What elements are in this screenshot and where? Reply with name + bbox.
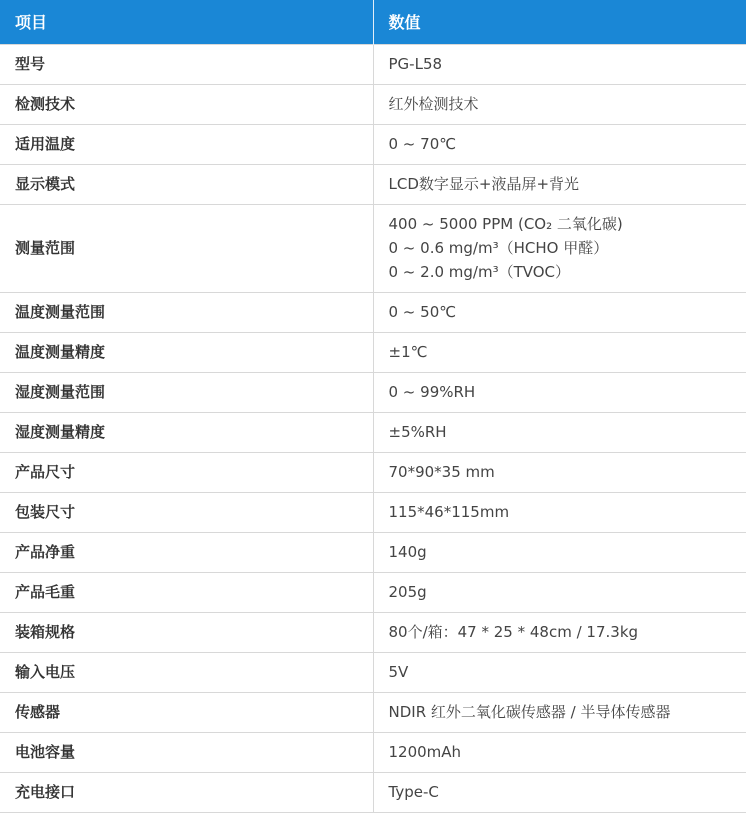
header-col-item: 项目	[0, 0, 373, 44]
row-value: ±5%RH	[373, 412, 746, 452]
row-key: 湿度测量精度	[0, 412, 373, 452]
table-body	[0, 44, 746, 812]
table-row	[0, 292, 746, 332]
table-row	[0, 164, 746, 204]
row-key: 测量范围	[0, 204, 373, 292]
table-row	[0, 372, 746, 412]
row-key: 传感器	[0, 692, 373, 732]
row-key: 装箱规格	[0, 612, 373, 652]
row-value: 0 ~ 50℃	[373, 292, 746, 332]
header-row	[0, 0, 746, 44]
table-row	[0, 772, 746, 812]
row-key: 充电接口	[0, 772, 373, 812]
row-value: Type-C	[373, 772, 746, 812]
row-key: 产品净重	[0, 532, 373, 572]
row-value: ±1℃	[373, 332, 746, 372]
table-row	[0, 452, 746, 492]
row-value: LCD数字显示+液晶屏+背光	[373, 164, 746, 204]
table-row	[0, 412, 746, 452]
row-key: 电池容量	[0, 732, 373, 772]
row-value: 70*90*35 mm	[373, 452, 746, 492]
table-row	[0, 572, 746, 612]
row-key: 湿度测量范围	[0, 372, 373, 412]
row-key: 检测技术	[0, 84, 373, 124]
row-key: 产品毛重	[0, 572, 373, 612]
table-row	[0, 492, 746, 532]
table-row	[0, 652, 746, 692]
row-value: 80个/箱：47 * 25 * 48cm / 17.3kg	[373, 612, 746, 652]
row-key: 包装尺寸	[0, 492, 373, 532]
row-key: 输入电压	[0, 652, 373, 692]
range-line-co2: 400 ~ 5000 PPM (CO₂ 二氧化碳)	[389, 212, 746, 236]
table-row	[0, 732, 746, 772]
row-value: 140g	[373, 532, 746, 572]
row-value: 红外检测技术	[373, 84, 746, 124]
header-col-value: 数值	[373, 0, 746, 44]
row-key: 温度测量精度	[0, 332, 373, 372]
range-line-tvoc: 0 ~ 2.0 mg/m³（TVOC）	[389, 260, 746, 284]
row-value: NDIR 红外二氧化碳传感器 / 半导体传感器	[373, 692, 746, 732]
range-line-hcho: 0 ~ 0.6 mg/m³（HCHO 甲醛）	[389, 236, 746, 260]
table-row	[0, 204, 746, 292]
row-value: PG-L58	[373, 44, 746, 84]
row-key: 温度测量范围	[0, 292, 373, 332]
row-value: 1200mAh	[373, 732, 746, 772]
row-key: 显示模式	[0, 164, 373, 204]
table-row	[0, 44, 746, 84]
row-value: 0 ~ 70℃	[373, 124, 746, 164]
row-key: 型号	[0, 44, 373, 84]
row-key: 适用温度	[0, 124, 373, 164]
row-value: 0 ~ 99%RH	[373, 372, 746, 412]
table-row	[0, 124, 746, 164]
table-row	[0, 692, 746, 732]
table-row	[0, 332, 746, 372]
table-header	[0, 0, 746, 44]
row-key: 产品尺寸	[0, 452, 373, 492]
row-value: 115*46*115mm	[373, 492, 746, 532]
table-row	[0, 84, 746, 124]
row-value: 5V	[373, 652, 746, 692]
row-value: 205g	[373, 572, 746, 612]
table-row	[0, 532, 746, 572]
row-value-multiline	[373, 204, 746, 292]
table-row	[0, 612, 746, 652]
